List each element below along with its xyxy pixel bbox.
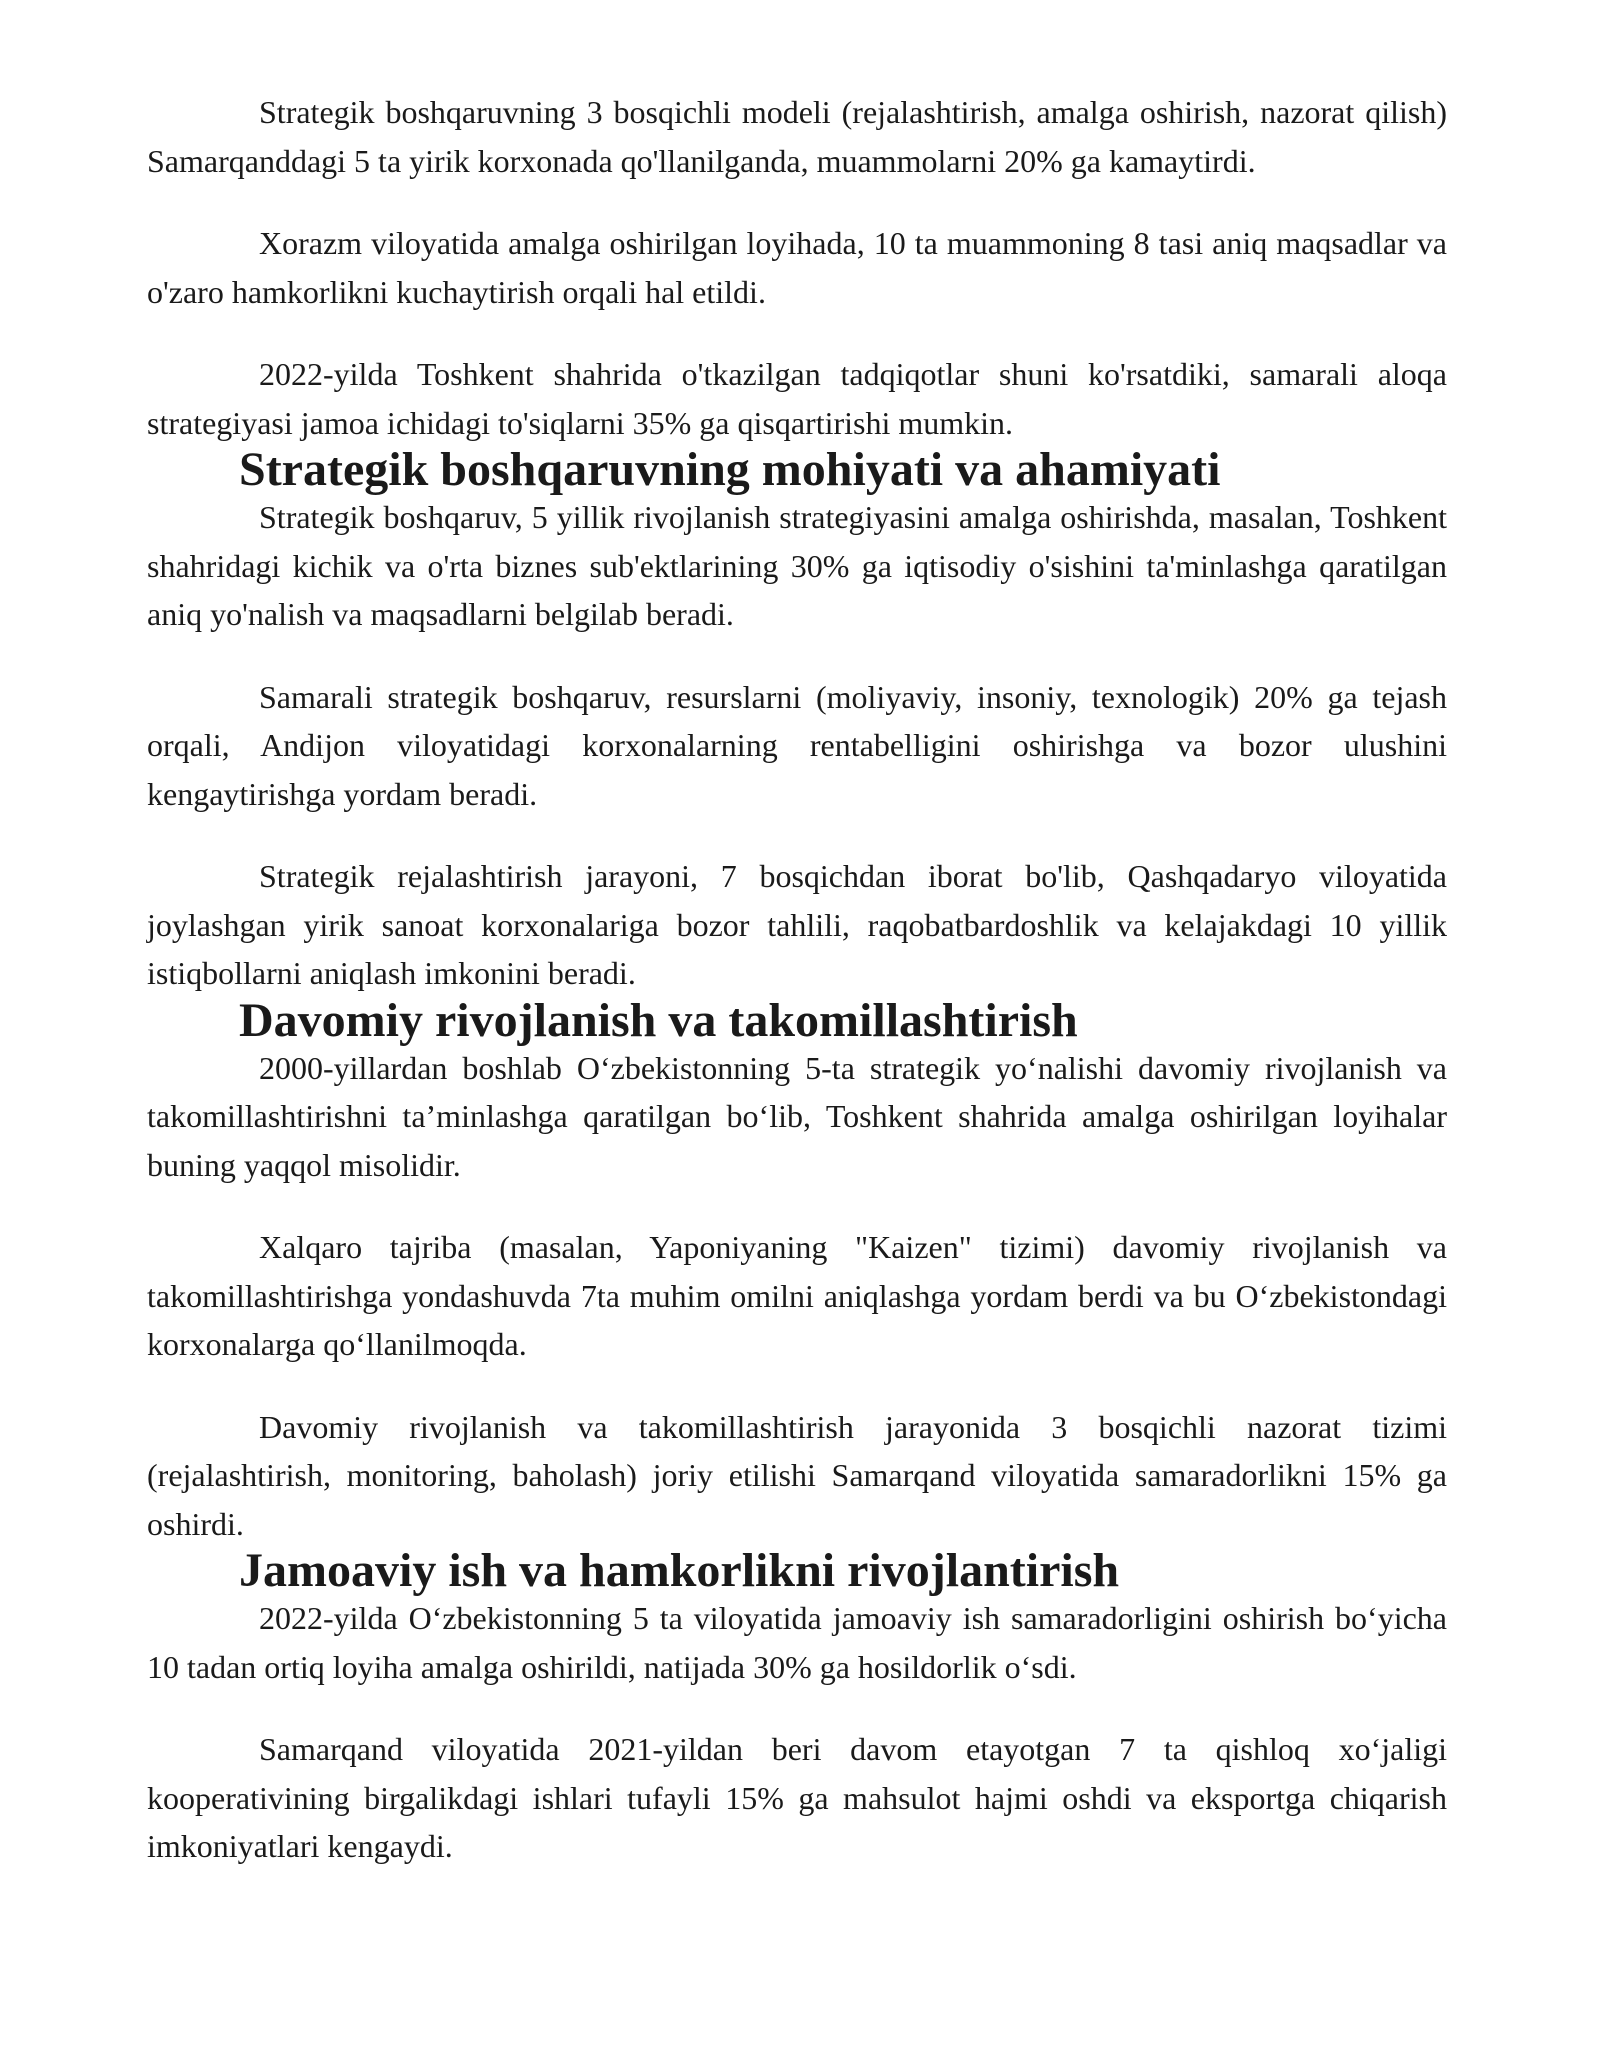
paragraph: Samarqand viloyatida 2021-yildan beri davom etayotgan 7 ta qishloq xo‘jaligi kooperativining birgalikdagi ishlari tufayli 15% ga mahsulot hajmi oshdi va eksportga chiqarish imkoniyatlari kengaydi. xyxy=(147,1731,1447,1864)
section-heading: Davomiy rivojlanish va takomillashtirish xyxy=(239,993,1078,1047)
paragraph: 2022-yilda O‘zbekistonning 5 ta viloyatida jamoaviy ish samaradorligini oshirish bo‘yicha 10 tadan ortiq loyiha amalga oshirildi, natijada 30% ga hosildorlik o‘sdi. xyxy=(147,1600,1447,1685)
paragraph: Strategik boshqaruvning 3 bosqichli modeli (rejalashtirish, amalga oshirish, nazorat qilish) Samarqanddagi 5 ta yirik korxonada qo'llanilganda, muammolarni 20% ga kamaytirdi. xyxy=(147,94,1447,179)
section-heading: Jamoaviy ish va hamkorlikni rivojlantirish xyxy=(239,1544,1120,1597)
paragraph: Xalqaro tajriba (masalan, Yaponiyaning "Kaizen" tizimi) davomiy rivojlanish va takomillashtirishga yondashuvda 7ta muhim omilni aniqlashga yordam berdi va bu O‘zbekistondagi korxonalarga qo‘llanilmoqda. xyxy=(147,1229,1447,1362)
paragraph: Strategik rejalashtirish jarayoni, 7 bosqichdan iborat bo'lib, Qashqadaryo viloyatida joylashgan yirik sanoat korxonalariga bozor tahlili, raqobatbardoshlik va kelajakdagi 10 yillik istiqbollarni aniqlash imkonini beradi. xyxy=(147,858,1447,991)
paragraph: 2022-yilda Toshkent shahrida o'tkazilgan tadqiqotlar shuni ko'rsatdiki, samarali aloqa strategiyasi jamoa ichidagi to'siqlarni 35% ga qisqartirishi mumkin. xyxy=(147,356,1447,441)
paragraph: Samarali strategik boshqaruv, resurslarni (moliyaviy, insoniy, texnologik) 20% ga tejash orqali, Andijon viloyatidagi korxonalarning rentabelligini oshirishga va bozor ulushini kengaytirishga yordam beradi. xyxy=(147,678,1447,812)
paragraph: 2000-yillardan boshlab O‘zbekistonning 5-ta strategik yo‘nalishi davomiy rivojlanish va takomillashtirishni ta’minlashga qaratilgan bo‘lib, Toshkent shahrida amalga oshirilgan loyihalar buning yaqqol misolidir. xyxy=(147,1049,1447,1183)
paragraph: Xorazm viloyatida amalga oshirilgan loyihada, 10 ta muammoning 8 tasi aniq maqsadlar va o'zaro hamkorlikni kuchaytirish orqali hal etildi. xyxy=(147,225,1447,310)
paragraph: Strategik boshqaruv, 5 yillik rivojlanish strategiyasini amalga oshirishda, masalan, Toshkent shahridagi kichik va o'rta biznes sub'ektlarining 30% ga iqtisodiy o'sishini ta'minlashga qaratilgan aniq yo'nalish va maqsadlarni belgilab beradi. xyxy=(147,499,1447,632)
paragraph: Davomiy rivojlanish va takomillashtirish jarayonida 3 bosqichli nazorat tizimi (rejalashtirish, monitoring, baholash) joriy etilishi Samarqand viloyatida samaradorlikni 15% ga oshirdi. xyxy=(147,1408,1447,1542)
section-heading: Strategik boshqaruvning mohiyati va ahamiyati xyxy=(239,443,1221,496)
document-page xyxy=(147,88,1447,1871)
